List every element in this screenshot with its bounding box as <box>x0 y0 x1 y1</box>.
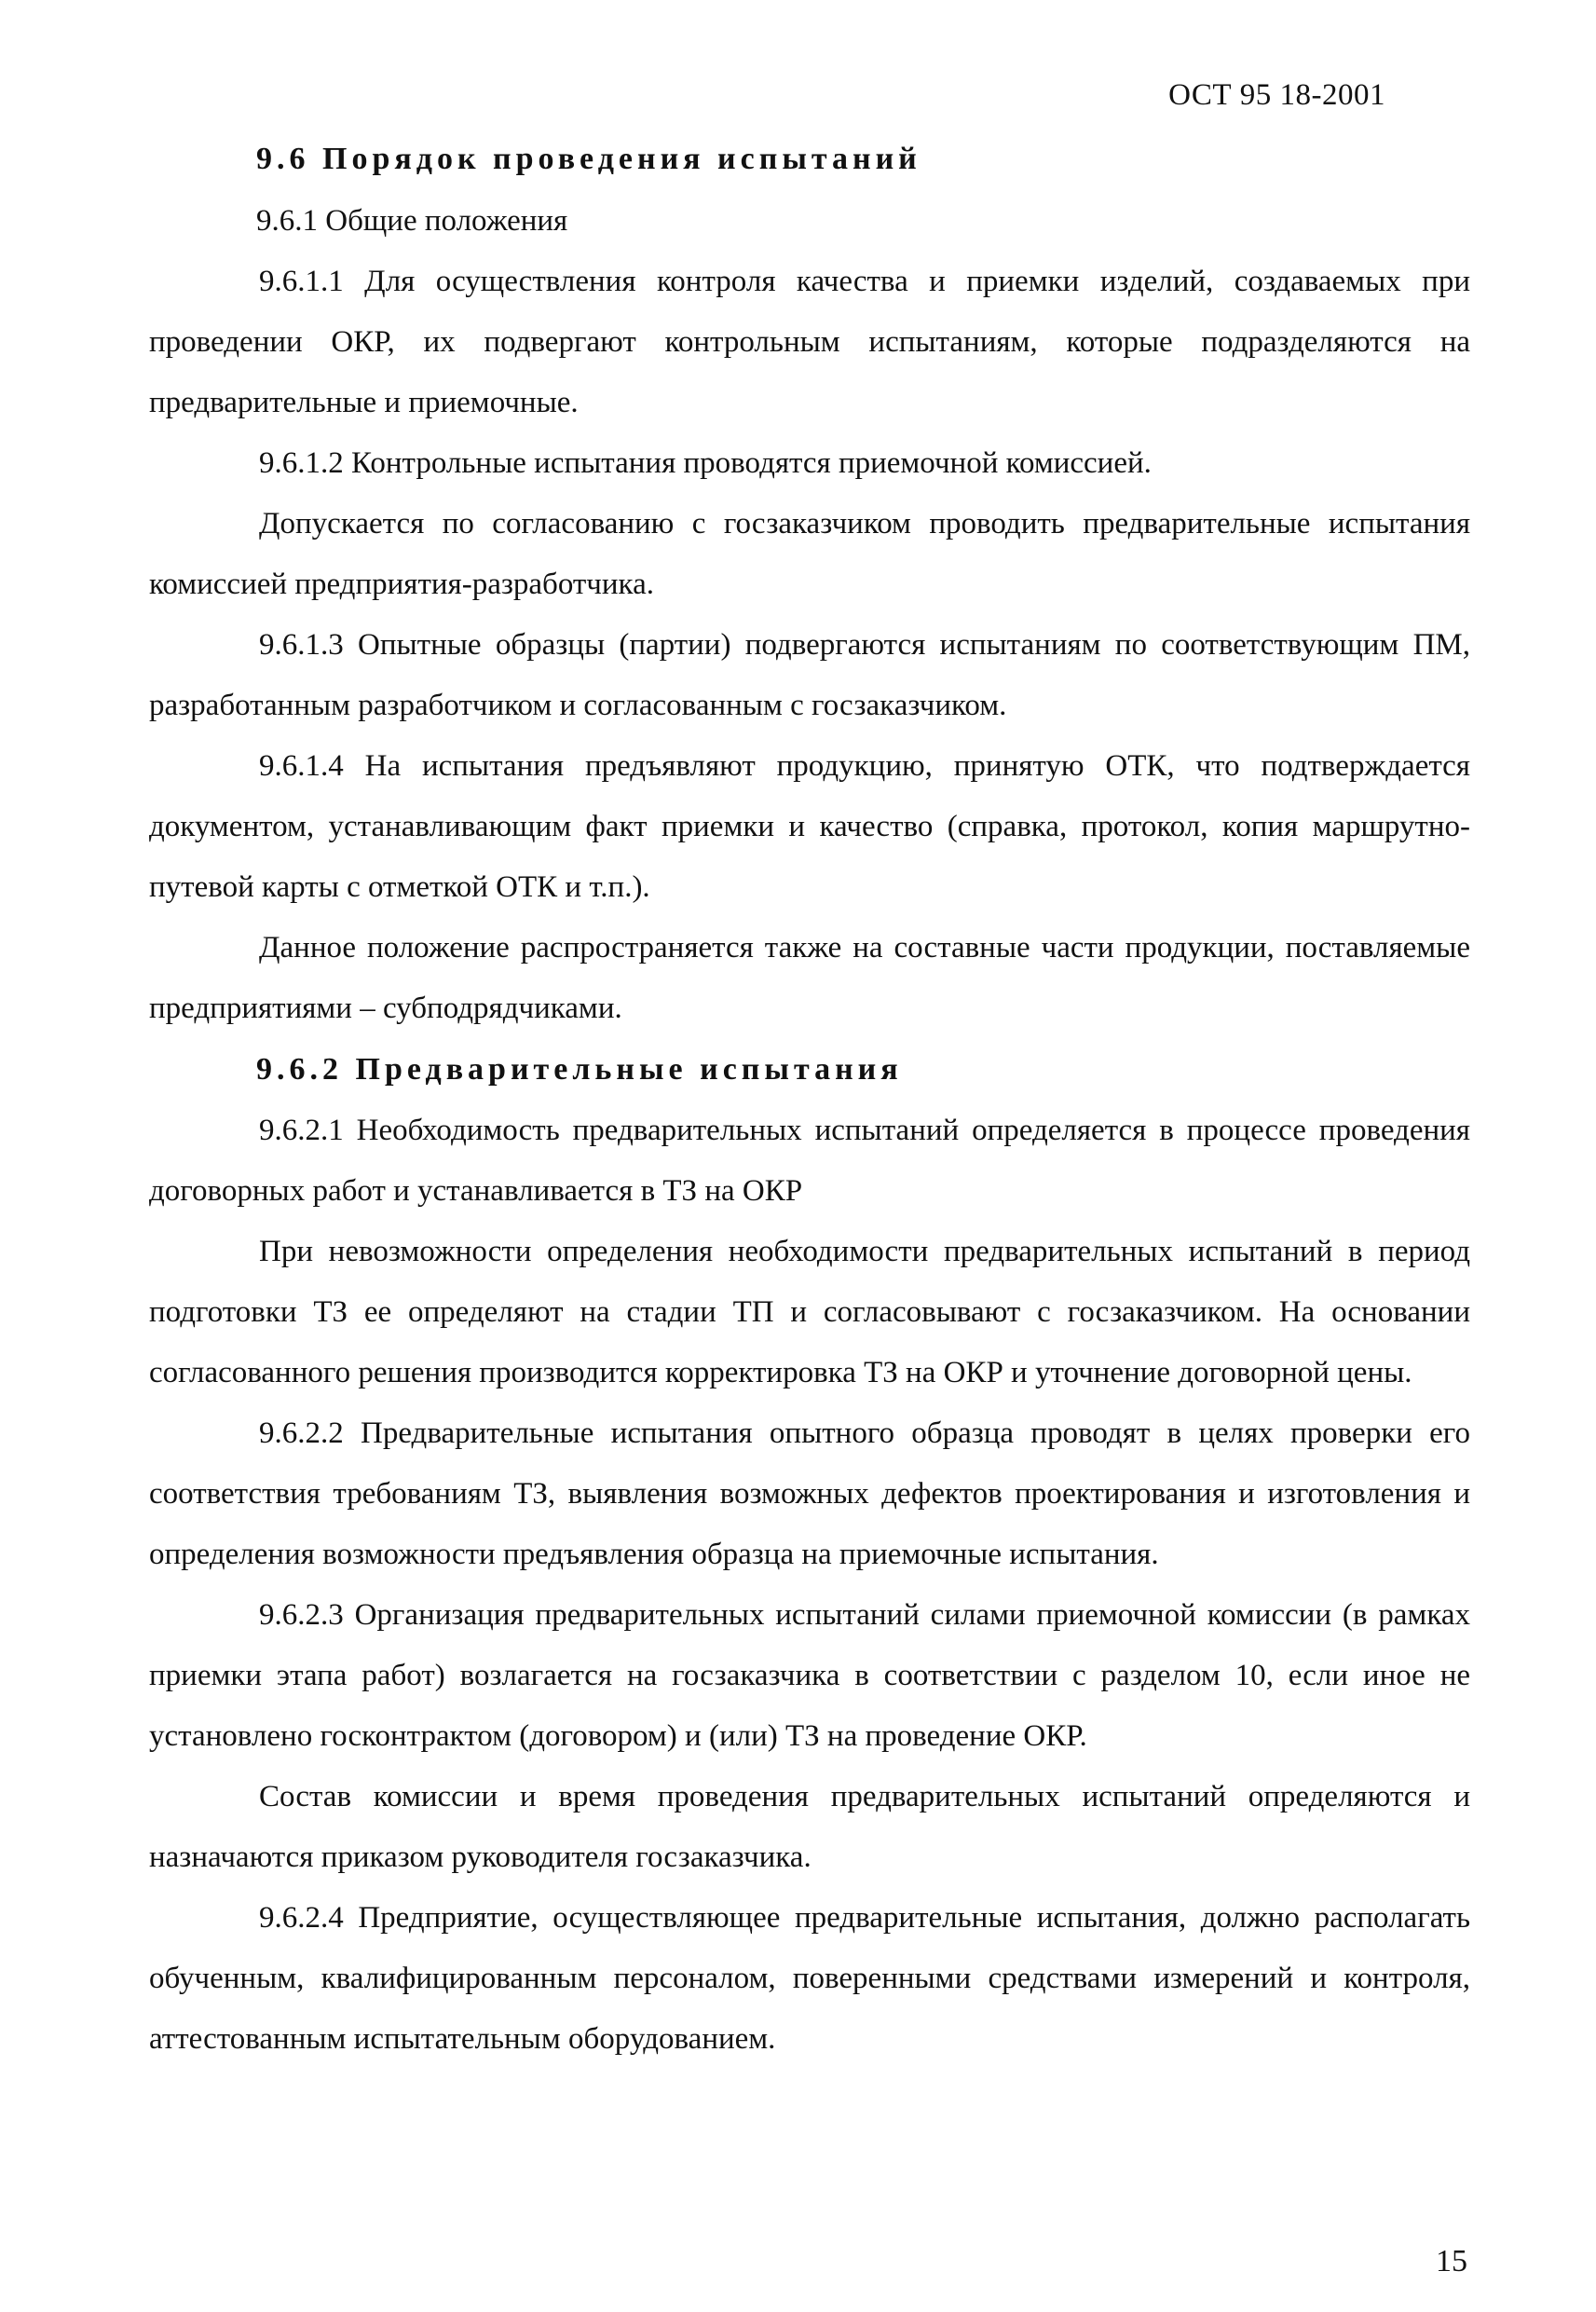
document-code: ОСТ 95 18-2001 <box>1168 78 1385 112</box>
section-heading-9-6-2: 9.6.2 Предварительные испытания <box>256 1052 903 1087</box>
section-heading-9-6: 9.6 Порядок проведения испытаний <box>256 142 921 176</box>
page-number: 15 <box>1436 2244 1467 2278</box>
paragraph-subcontractors: Данное положение распространяется также на составные части продукции, поставляемые предприятиями – субподрядчиками. <box>149 931 1470 1025</box>
paragraph-9-6-1-1: 9.6.1.1 Для осуществления контроля качества и приемки изделий, создаваемых при проведении ОКР, их подвергают контрольным испытаниям, которые подразделяются на предварительные и приемочные. <box>149 265 1470 419</box>
paragraph-9-6-2-2: 9.6.2.2 Предварительные испытания опытного образца проводят в целях проверки его соответствия требованиям ТЗ, выявления возможных дефектов проектирования и изготовления и определения возможности предъявления образца на приемочные испытания. <box>149 1416 1470 1571</box>
paragraph-9-6-2-1: 9.6.2.1 Необходимость предварительных испытаний определяется в процессе проведения договорных работ и устанавливается в ТЗ на ОКР <box>149 1114 1470 1208</box>
paragraph-9-6-1-4: 9.6.1.4 На испытания предъявляют продукцию, принятую ОТК, что подтверждается документом, устанавливающим факт приемки и качество (справка, протокол, копия маршрутно-путевой карты с отметкой ОТК и т.п.). <box>149 749 1470 904</box>
paragraph-9-6-1-3: 9.6.1.3 Опытные образцы (партии) подвергаются испытаниям по соответствующим ПМ, разработанным разработчиком и согласованным с госзаказчиком. <box>149 628 1470 722</box>
paragraph-impossibility: При невозможности определения необходимости предварительных испытаний в период подготовки ТЗ ее определяют на стадии ТП и согласовывают с госзаказчиком. На основании согласованного решения производится корректировка ТЗ на ОКР и уточнение договорной цены. <box>149 1235 1470 1389</box>
paragraph-9-6-1-2: 9.6.1.2 Контрольные испытания проводятся приемочной комиссией. <box>259 446 1152 480</box>
subsection-heading-9-6-1: 9.6.1 Общие положения <box>256 204 568 238</box>
paragraph-commission-composition: Состав комиссии и время проведения предварительных испытаний определяются и назначаются приказом руководителя госзаказчика. <box>149 1780 1470 1874</box>
paragraph-9-6-2-3: 9.6.2.3 Организация предварительных испытаний силами приемочной комиссии (в рамках приемки этапа работ) возлагается на госзаказчика в соответствии с разделом 10, если иное не установлено госконтрактом (договором) и (или) ТЗ на проведение ОКР. <box>149 1598 1470 1753</box>
paragraph-9-6-2-4: 9.6.2.4 Предприятие, осуществляющее предварительные испытания, должно располагать обученным, квалифицированным персоналом, поверенными средствами измерений и контроля, аттестованным испытательным оборудованием. <box>149 1901 1470 2056</box>
page-content <box>149 129 1470 2070</box>
paragraph-commission-permit: Допускается по согласованию с госзаказчиком проводить предварительные испытания комиссией предприятия-разработчика. <box>149 507 1470 601</box>
